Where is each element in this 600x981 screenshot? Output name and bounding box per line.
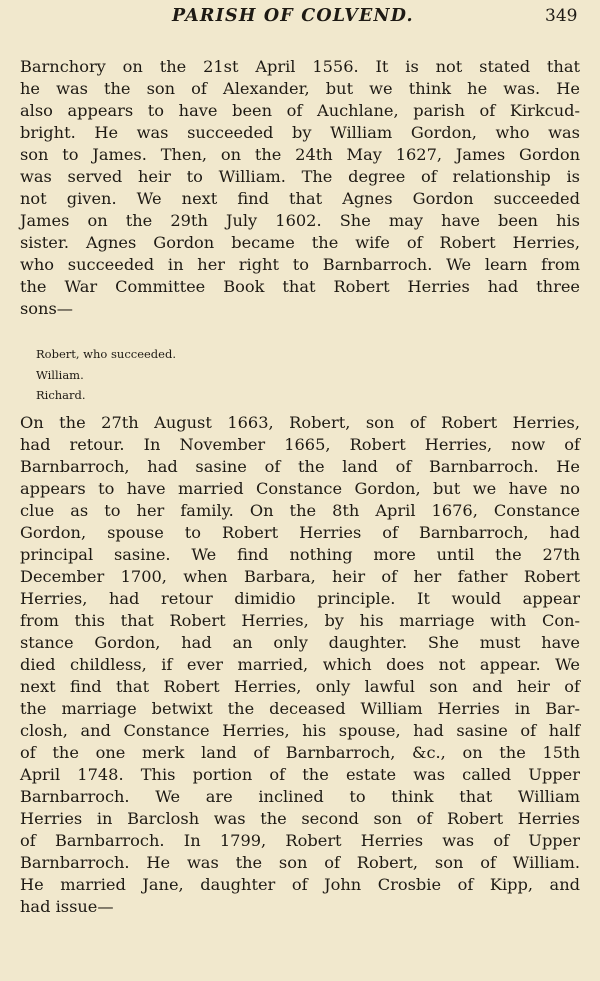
text-line: clue as to her family. On the 8th April 1676, Constance bbox=[20, 501, 580, 520]
text-line: of Barnbarroch. In 1799, Robert Herries was of Upper bbox=[20, 831, 580, 850]
text-line: Herries in Barclosh was the second son of Robert Herries bbox=[20, 809, 580, 828]
text-line: On the 27th August 1663, Robert, son of Robert Herries, bbox=[20, 413, 580, 432]
text-line: principal sasine. We find nothing more until the 27th bbox=[20, 545, 580, 564]
text-line: Barnbarroch, had sasine of the land of Barnbarroch. He bbox=[20, 457, 580, 476]
text-line: Barnbarroch. He was the son of Robert, son of William. bbox=[20, 853, 580, 872]
text-line: not given. We next find that Agnes Gordon succeeded bbox=[20, 189, 580, 208]
text-line: December 1700, when Barbara, heir of her father Robert bbox=[20, 567, 580, 586]
text-line: son to James. Then, on the 24th May 1627, James Gordon bbox=[20, 145, 580, 164]
text-line: He married Jane, daughter of John Crosbie of Kipp, and bbox=[20, 875, 580, 894]
text-line: the War Committee Book that Robert Herries had three bbox=[20, 277, 580, 296]
list-item: William. bbox=[36, 368, 84, 382]
text-line: Barnbarroch. We are inclined to think that William bbox=[20, 787, 580, 806]
running-title: PARISH OF COLVEND. bbox=[172, 6, 414, 26]
text-line: sister. Agnes Gordon became the wife of Robert Herries, bbox=[20, 233, 580, 252]
text-line: from this that Robert Herries, by his marriage with Con- bbox=[20, 611, 580, 630]
text-line: he was the son of Alexander, but we think he was. He bbox=[20, 79, 580, 98]
text-line: was served heir to William. The degree of relationship is bbox=[20, 167, 580, 186]
text-line: had retour. In November 1665, Robert Herries, now of bbox=[20, 435, 580, 454]
text-line: had issue— bbox=[20, 897, 114, 916]
text-line: April 1748. This portion of the estate was called Upper bbox=[20, 765, 580, 784]
text-line: the marriage betwixt the deceased William Herries in Bar- bbox=[20, 699, 580, 718]
list-item: Robert, who succeeded. bbox=[36, 347, 176, 361]
list-item: Richard. bbox=[36, 388, 86, 402]
text-line: who succeeded in her right to Barnbarroch. We learn from bbox=[20, 255, 580, 274]
text-line: stance Gordon, had an only daughter. She must have bbox=[20, 633, 580, 652]
text-line: Barnchory on the 21st April 1556. It is not stated that bbox=[20, 57, 580, 76]
text-line: bright. He was succeeded by William Gordon, who was bbox=[20, 123, 580, 142]
text-line: Gordon, spouse to Robert Herries of Barnbarroch, had bbox=[20, 523, 580, 542]
text-line: closh, and Constance Herries, his spouse, had sasine of half bbox=[20, 721, 580, 740]
text-line: died childless, if ever married, which does not appear. We bbox=[20, 655, 580, 674]
text-line: James on the 29th July 1602. She may have been his bbox=[20, 211, 580, 230]
text-line: of the one merk land of Barnbarroch, &c., on the 15th bbox=[20, 743, 580, 762]
text-line: appears to have married Constance Gordon, but we have no bbox=[20, 479, 580, 498]
text-line: Herries, had retour dimidio principle. It would appear bbox=[20, 589, 580, 608]
text-line: next find that Robert Herries, only lawful son and heir of bbox=[20, 677, 580, 696]
text-line: sons— bbox=[20, 299, 73, 318]
text-line: also appears to have been of Auchlane, parish of Kirkcud- bbox=[20, 101, 580, 120]
page-number: 349 bbox=[545, 6, 578, 26]
